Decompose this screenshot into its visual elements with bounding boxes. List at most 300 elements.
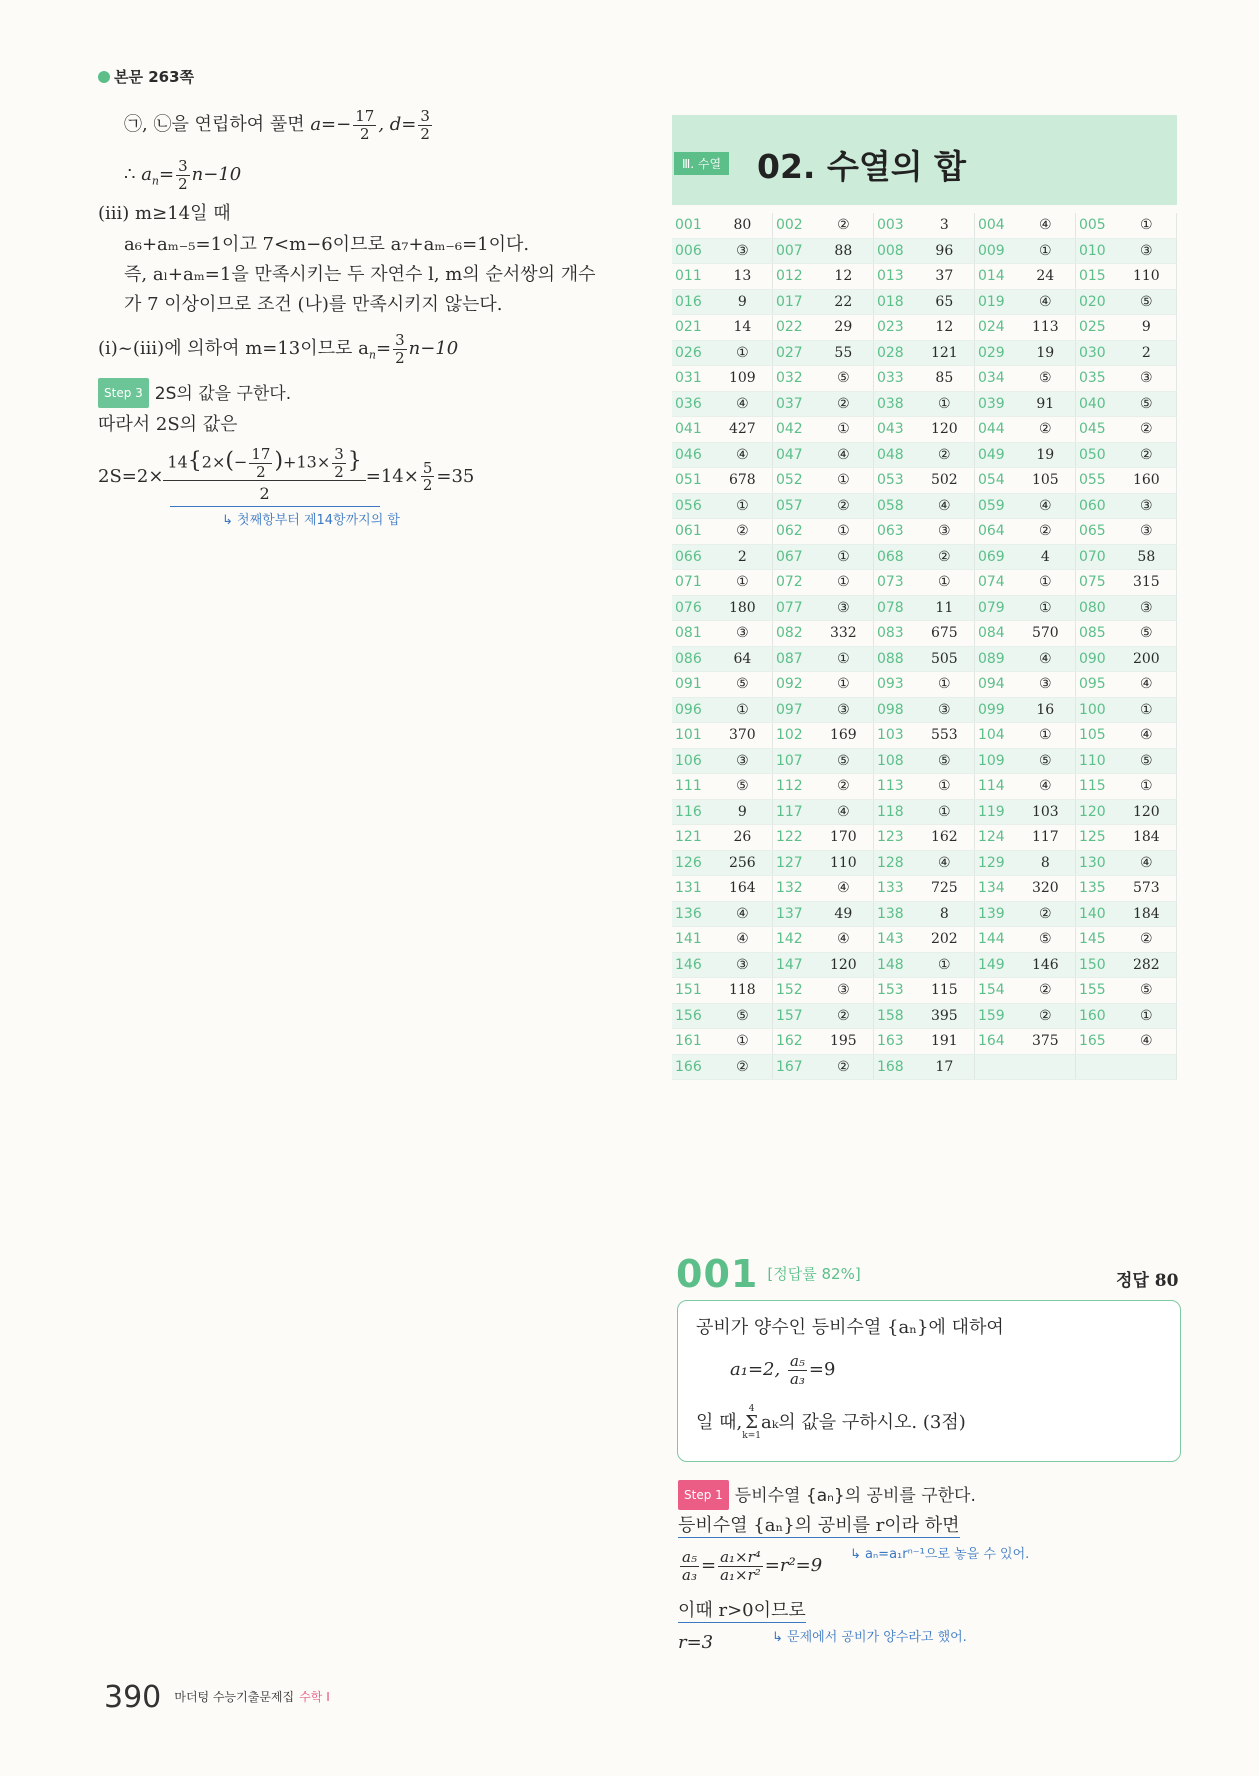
answer-value: ④ [1016,646,1076,672]
answer-value: 113 [1016,315,1076,341]
answer-row [672,391,1177,417]
answer-number: 005 [1075,213,1116,238]
answer-number: 068 [873,544,914,570]
denominator: 2 [420,124,430,143]
solution-line-4: a₆+aₘ₋₅=1이고 7<m−6이므로 a₇+aₘ₋₆=1이다. [124,234,530,255]
answer-number: 154 [974,978,1015,1004]
page-number: 390 [104,1680,162,1715]
answer-number: 045 [1075,417,1116,443]
answer-number: 132 [772,876,813,902]
answer-number: 053 [873,468,914,494]
answer-number: 153 [873,978,914,1004]
answer-value: 184 [1117,901,1177,927]
answer-panel [672,115,1177,1080]
answer-value: ② [1016,417,1076,443]
answer-value: ④ [915,850,975,876]
answer-row [672,544,1177,570]
answer-value: 169 [814,723,874,749]
answer-row [672,825,1177,851]
answer-number: 116 [672,799,713,825]
answer-number: 155 [1075,978,1116,1004]
answer-number: 057 [772,493,813,519]
answer-value: 164 [713,876,773,902]
answer-number: 115 [1075,774,1116,800]
answer-number: 043 [873,417,914,443]
answer-value: 120 [814,952,874,978]
answer-value: ⑤ [1117,289,1177,315]
step1-note-1-text: aₙ=a₁rⁿ⁻¹으로 놓을 수 있어. [865,1547,1030,1562]
answer-number: 063 [873,519,914,545]
answer-value: ③ [1117,493,1177,519]
answer-number: 044 [974,417,1015,443]
answer-number: 164 [974,1029,1015,1055]
page-ref [98,66,194,87]
answer-row [672,927,1177,953]
answer-value: ③ [1117,366,1177,392]
answer-number: 102 [772,723,813,749]
answer-value: 570 [1016,621,1076,647]
answer-row [672,366,1177,392]
answer-number: 061 [672,519,713,545]
fraction [332,446,346,480]
answer-number: 070 [1075,544,1116,570]
answer-number: 140 [1075,901,1116,927]
answer-value: ① [713,1029,773,1055]
subscript: n [151,174,160,188]
answer-number: 013 [873,264,914,290]
answer-number: 123 [873,825,914,851]
answer-value: 256 [713,850,773,876]
text: = [159,164,175,185]
answer-number: 049 [974,442,1015,468]
text: 14 [167,452,188,472]
answer-number: 127 [772,850,813,876]
book-title: 마더텅 수능기출문제집 [174,1690,295,1704]
answer-value: ① [915,672,975,698]
answer-value: ⑤ [915,748,975,774]
text: a [141,164,152,185]
answer-value: ② [713,1054,773,1080]
fraction [353,108,376,142]
answer-value: ① [713,570,773,596]
answer-value: ② [814,774,874,800]
answer-value: 29 [814,315,874,341]
answer-value: 64 [713,646,773,672]
answer-value: ① [1016,238,1076,264]
denominator: 2 [360,124,370,143]
answer-value: ① [1016,570,1076,596]
answer-number: 122 [772,825,813,851]
text: a₁=2, [730,1359,786,1380]
answer-number: 026 [672,340,713,366]
step1-line-1 [678,1513,960,1539]
answer-number: 107 [772,748,813,774]
answer-title: 02. 수열의 합 [757,147,966,186]
answer-value: 55 [814,340,874,366]
answer-number: 114 [974,774,1015,800]
text: 2S=2× [98,465,164,487]
numerator: 3 [178,157,188,175]
answer-number: 134 [974,876,1015,902]
answer-value: ① [1117,213,1177,238]
answer-value: 120 [1117,799,1177,825]
denominator: 2 [395,348,405,367]
answer-number: 098 [873,697,914,723]
answer-number: 157 [772,1003,813,1029]
answer-number: 156 [672,1003,713,1029]
answer-number: 031 [672,366,713,392]
answer-number: 003 [873,213,914,238]
answer-value: 8 [1016,850,1076,876]
answer-value [1117,1054,1177,1080]
step1-note-2 [772,1626,967,1645]
answer-value: 553 [915,723,975,749]
problem-header [676,1252,861,1296]
answer-number: 099 [974,697,1015,723]
answer-number: 109 [974,748,1015,774]
answer-number: 143 [873,927,914,953]
answer-number: 017 [772,289,813,315]
fraction [393,332,407,366]
answer-value: ③ [1117,519,1177,545]
answer-number: 138 [873,901,914,927]
subject-label: 수학 I [299,1690,330,1704]
denominator: a₁×r² [720,1565,761,1584]
answer-value: ③ [915,697,975,723]
denominator: 2 [422,476,433,494]
answer-value: ① [713,340,773,366]
answer-number: 101 [672,723,713,749]
answer-value: ① [1117,1003,1177,1029]
answer-number: 112 [772,774,813,800]
answer-number: 039 [974,391,1015,417]
answer-value: 427 [713,417,773,443]
step3-title: 2S의 값을 구한다. [154,384,292,404]
answer-number: 135 [1075,876,1116,902]
answer-value: ② [1117,927,1177,953]
answer-value: ① [915,799,975,825]
answer-row [672,799,1177,825]
answer-value: 725 [915,876,975,902]
answer-number: 089 [974,646,1015,672]
answer-value: ① [1117,774,1177,800]
answer-value: ③ [1117,595,1177,621]
answer-value: ② [1016,978,1076,1004]
question-line-1: 공비가 양수인 등비수열 {aₙ}에 대하여 [696,1317,1004,1338]
answer-number: 095 [1075,672,1116,698]
answer-value: ④ [1016,493,1076,519]
text: 2× [201,452,226,472]
answer-number: 159 [974,1003,1015,1029]
answer-number: 055 [1075,468,1116,494]
answer-value: 3 [915,213,975,238]
question-line-3 [696,1405,966,1441]
answer-value: 170 [814,825,874,851]
answer-number: 034 [974,366,1015,392]
text: aₖ의 값을 구하시오. (3점) [760,1412,966,1433]
answer-number: 165 [1075,1029,1116,1055]
sigma-top: 4 [748,1404,755,1414]
text: =35 [436,465,475,487]
answer-value: ② [814,1054,874,1080]
step1-line-3 [678,1598,806,1624]
answer-value: 184 [1117,825,1177,851]
answer-value: ⑤ [713,774,773,800]
step1-title: 등비수열 {aₙ}의 공비를 구한다. [734,1486,976,1506]
answer-value: ② [1016,1003,1076,1029]
text: =9 [808,1359,836,1380]
answer-value: ① [915,570,975,596]
text: n−10 [191,164,242,185]
answer-number: 006 [672,238,713,264]
answer-value: 110 [1117,264,1177,290]
solution-line-6: 가 7 이상이므로 조건 (나)를 만족시키지 않는다. [124,294,503,315]
answer-value: 180 [713,595,773,621]
text: +13× [283,452,331,472]
answer-number: 166 [672,1054,713,1080]
text: ∴ [124,164,142,185]
answer-value: 22 [814,289,874,315]
answer-value: 24 [1016,264,1076,290]
answer-value: ④ [1117,1029,1177,1055]
answer-value: ③ [713,952,773,978]
answer-number: 058 [873,493,914,519]
answer-value: 375 [1016,1029,1076,1055]
question-line-2 [730,1353,835,1387]
answer-row [672,952,1177,978]
equation-note [222,509,400,528]
answer-number: 121 [672,825,713,851]
answer-value: ④ [1117,850,1177,876]
answer-row [672,238,1177,264]
answer-value: 160 [1117,468,1177,494]
answer-number: 162 [772,1029,813,1055]
answer-number: 139 [974,901,1015,927]
step3-badge: Step 3 [98,378,149,408]
answer-number: 125 [1075,825,1116,851]
answer-value: ① [814,417,874,443]
answer-value: ⑤ [1117,391,1177,417]
answer-number: 149 [974,952,1015,978]
answer-number: 163 [873,1029,914,1055]
answer-value: 11 [915,595,975,621]
answer-number: 094 [974,672,1015,698]
problem-number: 001 [676,1252,759,1296]
answer-row [672,315,1177,341]
answer-value: 678 [713,468,773,494]
answer-value: 12 [915,315,975,341]
answer-number: 074 [974,570,1015,596]
answer-value: 103 [1016,799,1076,825]
text: (i)~(iii)에 의하여 m=13이므로 a [98,338,369,359]
answer-value: 110 [814,850,874,876]
answer-value: 58 [1117,544,1177,570]
answer-number: 075 [1075,570,1116,596]
answer-value: ⑤ [814,366,874,392]
answer-number: 042 [772,417,813,443]
answer-value: 2 [713,544,773,570]
answer-value: 37 [915,264,975,290]
answer-row [672,646,1177,672]
answer-number: 077 [772,595,813,621]
answer-row [672,289,1177,315]
answer-number: 129 [974,850,1015,876]
solution-line-3: (iii) m≥14일 때 [98,203,231,224]
answer-number: 079 [974,595,1015,621]
numerator: 17 [355,107,375,125]
answer-value: 19 [1016,340,1076,366]
answer-number: 160 [1075,1003,1116,1029]
answer-value: ② [814,493,874,519]
answer-value: 8 [915,901,975,927]
fraction [421,460,435,494]
answer-number: 020 [1075,289,1116,315]
answer-number: 145 [1075,927,1116,953]
step3-heading [98,378,291,408]
answer-number: 148 [873,952,914,978]
big-numerator: 14{2×(− $\frac{17}{2}$ )+13× $\frac{3}{2}$ } [163,446,365,481]
answer-value: ④ [713,927,773,953]
answer-row [672,621,1177,647]
answer-number: 092 [772,672,813,698]
answer-value: ⑤ [1117,978,1177,1004]
answer-number: 086 [672,646,713,672]
answer-number: 004 [974,213,1015,238]
answer-value: 118 [713,978,773,1004]
answer-value: 195 [814,1029,874,1055]
answer-number: 028 [873,340,914,366]
answer-number: 103 [873,723,914,749]
answer-number: 048 [873,442,914,468]
answer-row [672,442,1177,468]
answer-number: 147 [772,952,813,978]
answer-row [672,493,1177,519]
answer-number: 022 [772,315,813,341]
numerator: 3 [395,331,405,349]
answer-number: 082 [772,621,813,647]
answer-value: 332 [814,621,874,647]
answer-table [672,213,1177,1080]
answer-row [672,723,1177,749]
answer-value: 200 [1117,646,1177,672]
answer-value: ④ [1117,723,1177,749]
answer-value: 17 [915,1054,975,1080]
answer-value: ③ [713,238,773,264]
answer-value: ④ [1016,289,1076,315]
answer-number: 133 [873,876,914,902]
answer-value: ⑤ [1117,621,1177,647]
text: a=− [310,114,352,135]
answer-value: ① [814,672,874,698]
answer-value: ④ [915,493,975,519]
step1-note-2-text: 문제에서 공비가 양수라고 했어. [787,1630,967,1645]
answer-value: ③ [1016,672,1076,698]
answer-number: 144 [974,927,1015,953]
equation-underline [170,506,380,507]
answer-number: 029 [974,340,1015,366]
arrow-icon: ↳ [772,1630,788,1645]
answer-value: ② [1016,519,1076,545]
answer-label: 정답 [1116,1271,1149,1291]
answer-value: 19 [1016,442,1076,468]
numerator: 3 [420,107,430,125]
step1-line-2 [678,1549,822,1583]
answer-value: 120 [915,417,975,443]
answer-number: 054 [974,468,1015,494]
answer-row [672,876,1177,902]
answer-value: ③ [814,978,874,1004]
answer-value: ① [814,519,874,545]
answer-value: ③ [713,621,773,647]
answer-value: ② [915,544,975,570]
answer-value: ② [1117,417,1177,443]
text: =14× [365,465,419,487]
answer-value: 2 [1117,340,1177,366]
footer [104,1680,330,1715]
sigma-symbol [742,1405,761,1441]
answer-value: ⑤ [1117,748,1177,774]
answer-value: 9 [713,289,773,315]
solution-line-8: 따라서 2S의 값은 [98,414,238,435]
answer-number: 038 [873,391,914,417]
answer-value [1016,1054,1076,1080]
answer-header [672,115,1177,205]
text: n−10 [408,338,459,359]
answer-number: 001 [672,213,713,238]
answer-value: ② [1016,901,1076,927]
answer-number: 032 [772,366,813,392]
answer-number: 117 [772,799,813,825]
answer-value: ① [814,646,874,672]
answer-number: 150 [1075,952,1116,978]
step1-note-1 [850,1543,1029,1562]
answer-number: 088 [873,646,914,672]
answer-number: 011 [672,264,713,290]
answer-number: 016 [672,289,713,315]
fraction [249,446,272,480]
answer-value: ① [1016,723,1076,749]
fraction [680,1549,699,1583]
answer-value: ① [915,391,975,417]
answer-value: ④ [814,927,874,953]
answer-row [672,340,1177,366]
text: 등비수열 {aₙ}의 공비를 r이라 하면 [678,1515,960,1536]
answer-number: 137 [772,901,813,927]
answer-row [672,672,1177,698]
answer-number: 078 [873,595,914,621]
problem-box [677,1300,1181,1462]
answer-value: 96 [915,238,975,264]
text: ㉠, ㉡을 연립하여 풀면 [124,114,311,135]
step1-heading [678,1480,976,1510]
answer-value: 573 [1117,876,1177,902]
answer-value: ④ [1016,774,1076,800]
denominator: 2 [178,174,188,193]
answer-number: 128 [873,850,914,876]
answer-number: 062 [772,519,813,545]
solution-line-5: 즉, aₗ+aₘ=1을 만족시키는 두 자연수 l, m의 순서쌍의 개수 [124,264,596,285]
answer-value: 65 [915,289,975,315]
answer-number: 002 [772,213,813,238]
answer-value: 109 [713,366,773,392]
answer-value: 320 [1016,876,1076,902]
answer-number: 023 [873,315,914,341]
answer-value: 13 [713,264,773,290]
answer-row [672,595,1177,621]
answer-value: 88 [814,238,874,264]
answer-value: 117 [1016,825,1076,851]
answer-number: 091 [672,672,713,698]
